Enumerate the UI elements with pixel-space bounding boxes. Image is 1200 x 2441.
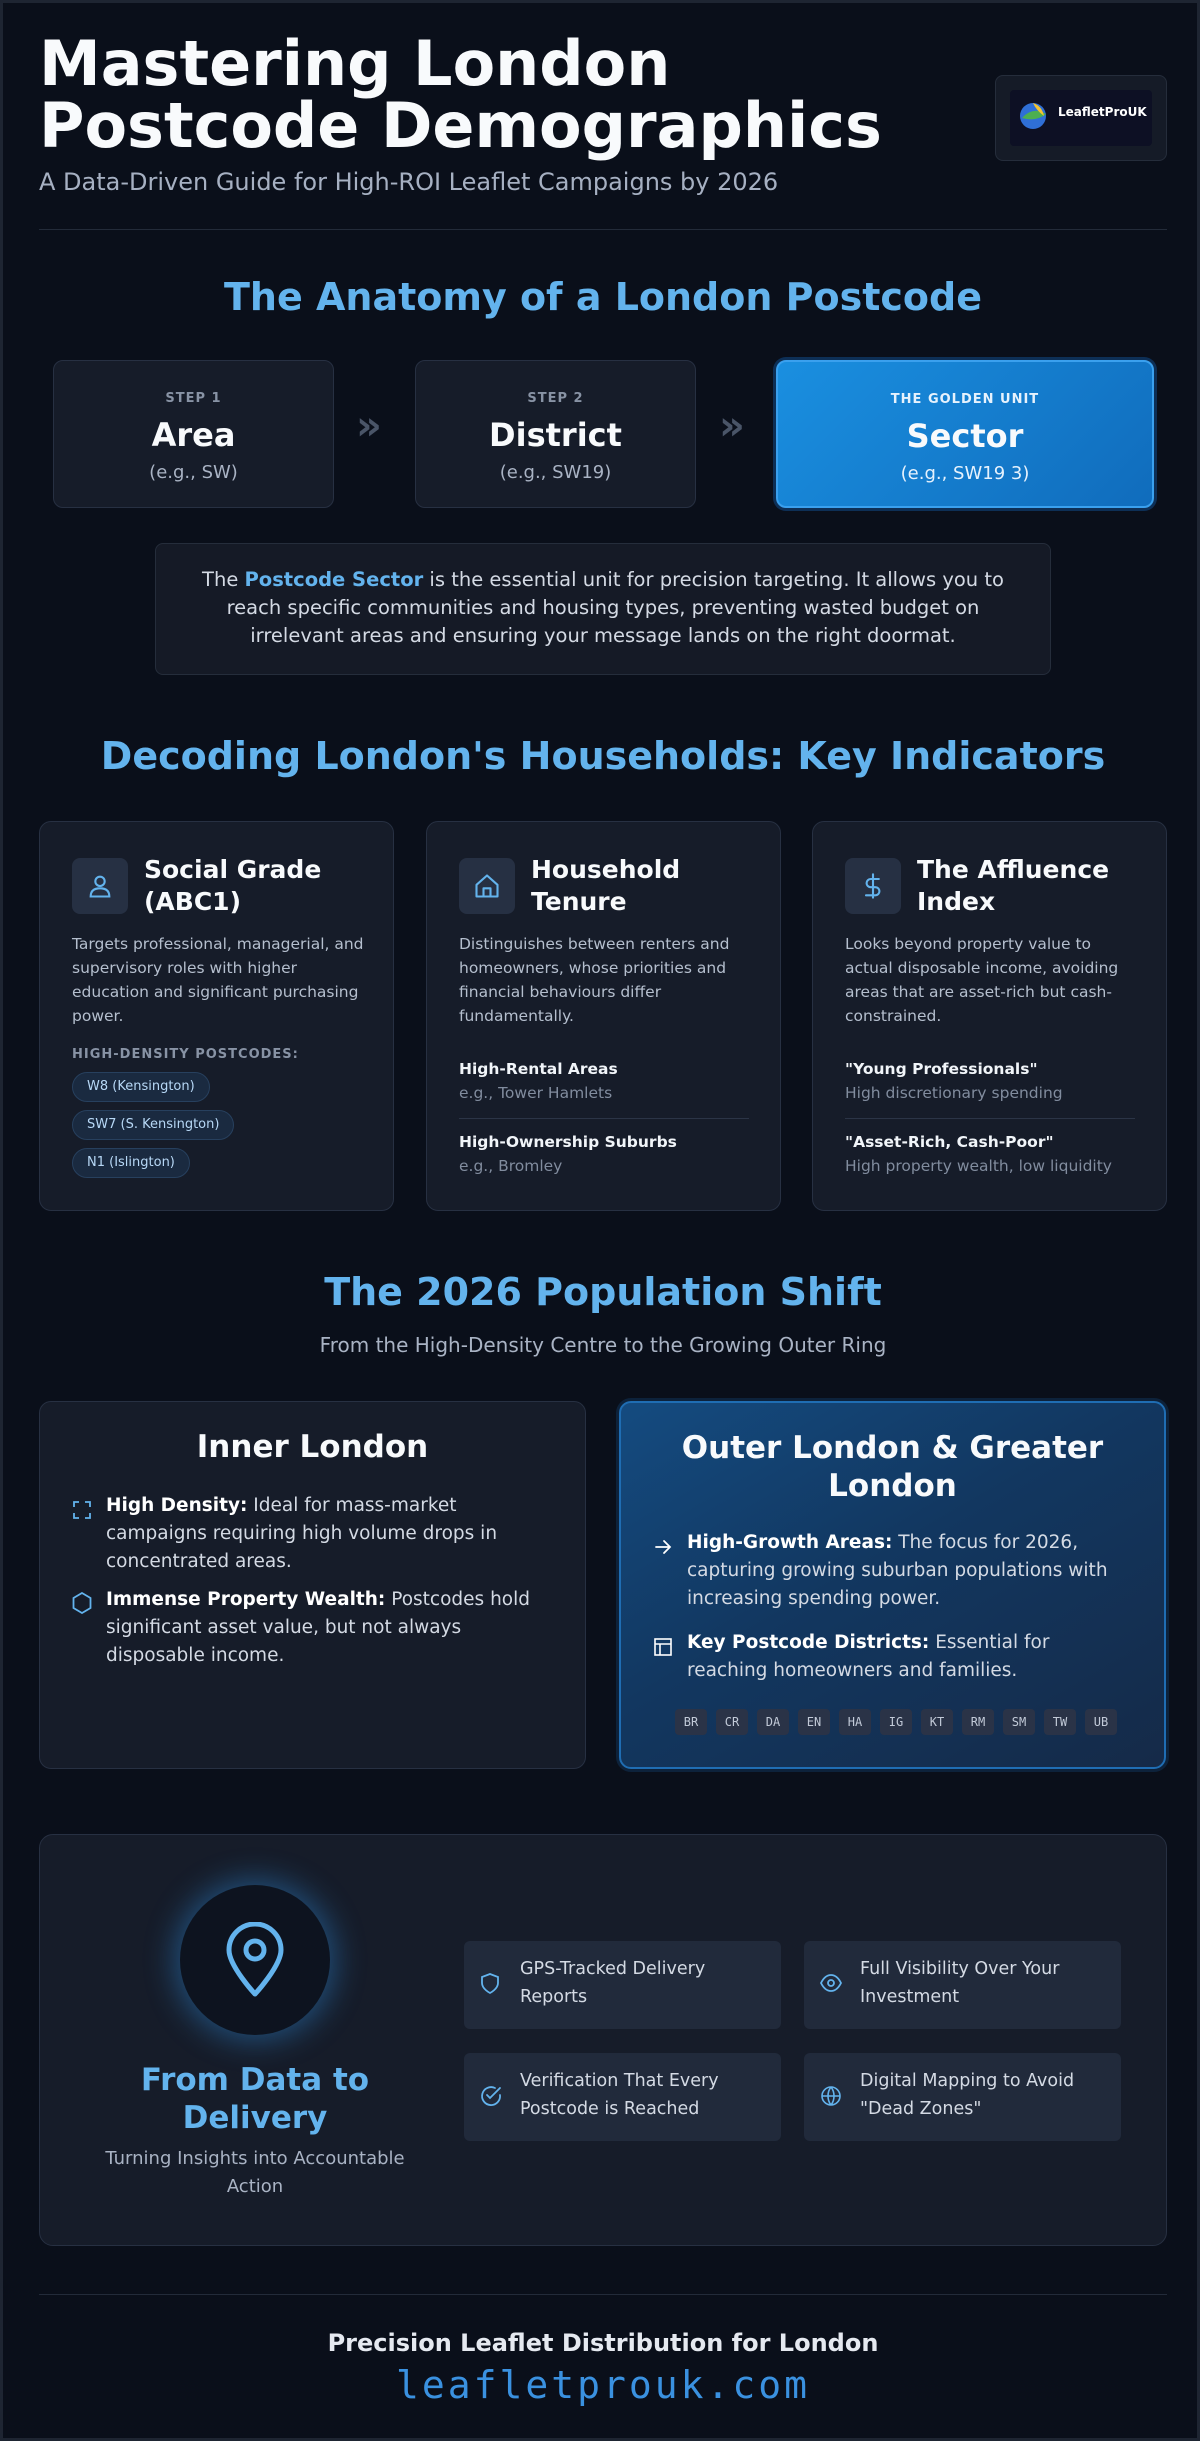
user-icon bbox=[72, 858, 128, 914]
footer-title: Precision Leaflet Distribution for London bbox=[327, 2329, 879, 2357]
postcode-district-tag[interactable]: RM bbox=[962, 1709, 994, 1735]
postcode-chip[interactable]: N1 (Islington) bbox=[72, 1148, 190, 1178]
dollar-icon bbox=[845, 858, 901, 914]
bullet-bold: Key Postcode Districts: bbox=[687, 1632, 930, 1653]
postcode-district-tag[interactable]: DA bbox=[757, 1709, 789, 1735]
header-divider bbox=[39, 229, 1167, 230]
postcode-district-tag[interactable]: IG bbox=[880, 1709, 912, 1735]
note-suffix: is the essential unit for precision targeting. It allows you to reach specific communities and housing types, preventing wasted budget on irrelevant areas and ensuring your message lands on the right doormat. bbox=[226, 568, 1004, 647]
card-title: The Affluence Index bbox=[917, 855, 1110, 916]
logo[interactable] bbox=[995, 75, 1167, 161]
postcode-district-tag[interactable]: CR bbox=[716, 1709, 748, 1735]
step-name: Area bbox=[151, 416, 236, 454]
anatomy-heading: The Anatomy of a London Postcode bbox=[224, 275, 982, 319]
delivery-subtitle: Turning Insights into Accountable Action bbox=[105, 2148, 405, 2197]
outer-london-panel bbox=[619, 1401, 1166, 1769]
feature-digital-mapping bbox=[804, 2053, 1121, 2141]
step-name: District bbox=[489, 416, 622, 454]
feature-gps-reports bbox=[464, 1941, 781, 2029]
outer-bullet bbox=[687, 1629, 1127, 1685]
leaf-globe-logo-icon bbox=[1016, 98, 1054, 134]
panel-title: Inner London bbox=[196, 1429, 429, 1465]
item-title: High-Ownership Suburbs bbox=[459, 1133, 677, 1151]
postcode-district-tag[interactable]: HA bbox=[839, 1709, 871, 1735]
inner-bullet bbox=[106, 1586, 556, 1670]
footer-url-link[interactable]: leafletprouk.com bbox=[395, 2363, 811, 2407]
inner-bullet bbox=[106, 1492, 556, 1576]
expand-icon bbox=[72, 1500, 92, 1520]
card-description: Looks beyond property value to actual disposable income, avoiding areas that are asset-rich but cash-constrained. bbox=[845, 935, 1119, 1025]
step-label: THE GOLDEN UNIT bbox=[890, 392, 1040, 407]
bullet-bold: High-Growth Areas: bbox=[687, 1532, 893, 1553]
postcode-chip[interactable]: W8 (Kensington) bbox=[72, 1072, 210, 1102]
population-heading: The 2026 Population Shift bbox=[324, 1270, 882, 1314]
feature-text: GPS-Tracked Delivery Reports bbox=[520, 1959, 706, 2007]
item-divider bbox=[459, 1118, 749, 1119]
step-area-card bbox=[53, 360, 334, 508]
indicator-card-affluence bbox=[812, 821, 1167, 1211]
home-icon bbox=[459, 858, 515, 914]
chevrons-right-icon: » bbox=[719, 403, 745, 449]
bullet-text: Ideal for mass-market campaigns requiring high volume drops in concentrated areas. bbox=[106, 1495, 498, 1572]
inner-london-panel bbox=[39, 1401, 586, 1769]
check-circle-icon bbox=[480, 2085, 502, 2107]
item-subtitle: High property wealth, low liquidity bbox=[845, 1157, 1112, 1175]
logo-name: LeafletProUK bbox=[1058, 105, 1147, 119]
arrow-right-icon bbox=[653, 1537, 673, 1557]
bullet-text: Postcodes hold significant asset value, but not always disposable income. bbox=[106, 1589, 530, 1666]
bullet-bold: Immense Property Wealth: bbox=[106, 1589, 386, 1610]
map-pin-icon bbox=[180, 1885, 330, 2035]
panel-title: Outer London & Greater London bbox=[681, 1430, 1104, 1504]
step-example: (e.g., SW) bbox=[149, 462, 238, 483]
postcode-district-tag[interactable]: EN bbox=[798, 1709, 830, 1735]
chevrons-right-icon: » bbox=[356, 403, 382, 449]
step-sector-card bbox=[776, 360, 1154, 508]
step-name: Sector bbox=[906, 417, 1024, 455]
footer-divider bbox=[39, 2294, 1167, 2295]
step-example: (e.g., SW19) bbox=[499, 462, 612, 483]
delivery-title: From Data to Delivery bbox=[140, 2062, 370, 2136]
item-subtitle: e.g., Tower Hamlets bbox=[459, 1084, 613, 1102]
card-title: Household Tenure bbox=[531, 855, 681, 916]
card-title: Social Grade (ABC1) bbox=[144, 855, 322, 916]
feature-text: Verification That Every Postcode is Reached bbox=[520, 2071, 719, 2119]
postcode-district-tag[interactable]: TW bbox=[1044, 1709, 1076, 1735]
bullet-text: The focus for 2026, capturing growing suburban populations with increasing spending power. bbox=[687, 1532, 1108, 1609]
step-label: STEP 2 bbox=[527, 391, 584, 406]
feature-visibility bbox=[804, 1941, 1121, 2029]
page-title: Mastering London Postcode Demographics bbox=[39, 27, 882, 162]
globe-icon bbox=[820, 2085, 842, 2107]
card-description: Targets professional, managerial, and supervisory roles with higher education and significant purchasing power. bbox=[72, 935, 364, 1025]
sector-note bbox=[155, 543, 1051, 675]
note-prefix: The bbox=[202, 568, 245, 591]
hexagon-icon bbox=[72, 1592, 92, 1614]
item-subtitle: High discretionary spending bbox=[845, 1084, 1063, 1102]
postcode-district-tag[interactable]: BR bbox=[675, 1709, 707, 1735]
feature-text: Full Visibility Over Your Investment bbox=[860, 1959, 1060, 2007]
card-description: Distinguishes between renters and homeowners, whose priorities and financial behaviours differ fundamentally. bbox=[459, 935, 730, 1025]
bullet-bold: High Density: bbox=[106, 1495, 248, 1516]
item-subtitle: e.g., Bromley bbox=[459, 1157, 563, 1175]
postcode-district-tag[interactable]: UB bbox=[1085, 1709, 1117, 1735]
step-example: (e.g., SW19 3) bbox=[900, 463, 1030, 484]
shield-icon bbox=[480, 1973, 500, 1995]
card-kicker: HIGH-DENSITY POSTCODES: bbox=[72, 1047, 299, 1062]
postcode-chip[interactable]: SW7 (S. Kensington) bbox=[72, 1110, 234, 1140]
outer-bullet bbox=[687, 1529, 1127, 1613]
step-label: STEP 1 bbox=[165, 391, 222, 406]
postcode-district-tag[interactable]: KT bbox=[921, 1709, 953, 1735]
eye-icon bbox=[820, 1973, 842, 1993]
indicator-card-tenure bbox=[426, 821, 781, 1211]
feature-verification bbox=[464, 2053, 781, 2141]
population-subheading: From the High-Density Centre to the Growing Outer Ring bbox=[319, 1333, 887, 1357]
page-subtitle: A Data-Driven Guide for High-ROI Leaflet Campaigns by 2026 bbox=[39, 168, 779, 196]
postcode-district-tag[interactable]: SM bbox=[1003, 1709, 1035, 1735]
step-district-card bbox=[415, 360, 696, 508]
feature-text: Digital Mapping to Avoid "Dead Zones" bbox=[860, 2071, 1075, 2119]
indicator-card-social-grade bbox=[39, 821, 394, 1211]
item-title: "Young Professionals" bbox=[845, 1060, 1038, 1078]
item-title: High-Rental Areas bbox=[459, 1060, 618, 1078]
item-title: "Asset-Rich, Cash-Poor" bbox=[845, 1133, 1054, 1151]
table-icon bbox=[653, 1637, 673, 1657]
item-divider bbox=[845, 1118, 1135, 1119]
bullet-text: Essential for reaching homeowners and families. bbox=[687, 1632, 1050, 1681]
indicators-heading: Decoding London's Households: Key Indicators bbox=[100, 734, 1106, 778]
note-highlight: Postcode Sector bbox=[244, 568, 424, 591]
delivery-section bbox=[39, 1834, 1167, 2246]
